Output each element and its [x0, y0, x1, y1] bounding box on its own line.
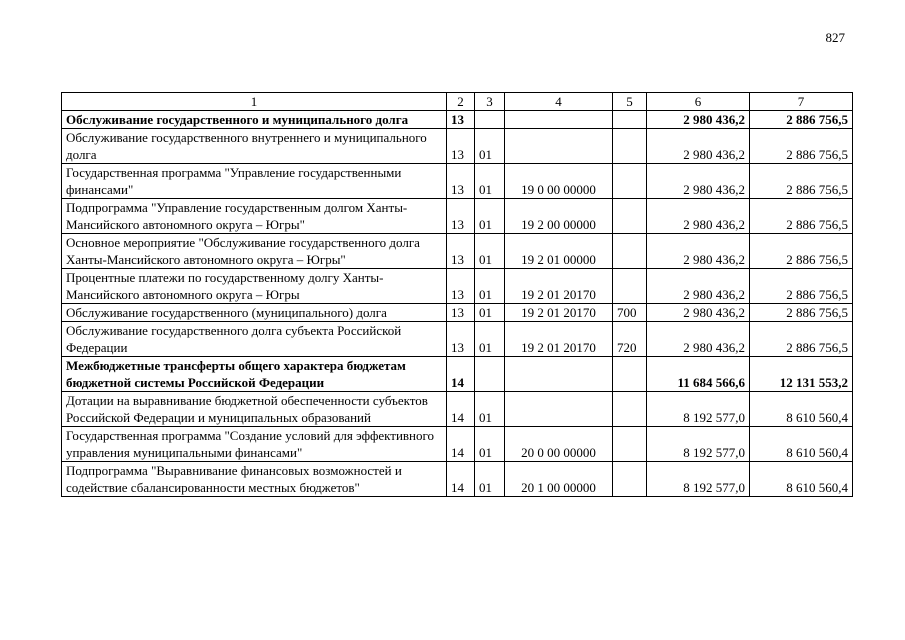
expense-type-cell — [613, 427, 647, 462]
expense-type-cell — [613, 269, 647, 304]
target-article-cell — [505, 357, 613, 392]
row-name-cell: Обслуживание государственного и муниципального долга — [62, 111, 447, 129]
target-article-cell — [505, 129, 613, 164]
subsection-code-cell: 01 — [475, 462, 505, 497]
expense-type-cell: 700 — [613, 304, 647, 322]
table-row — [62, 392, 853, 427]
target-article-cell: 19 2 01 20170 — [505, 269, 613, 304]
amount-year2-cell: 8 610 560,4 — [750, 427, 853, 462]
subsection-code-cell: 01 — [475, 322, 505, 357]
subsection-code-cell: 01 — [475, 199, 505, 234]
subsection-code-cell: 01 — [475, 269, 505, 304]
table-row — [62, 164, 853, 199]
amount-year1-cell: 2 980 436,2 — [647, 304, 750, 322]
amount-year1-cell: 2 980 436,2 — [647, 322, 750, 357]
amount-year1-cell: 2 980 436,2 — [647, 199, 750, 234]
table-row — [62, 234, 853, 269]
header-cell: 4 — [505, 93, 613, 111]
row-name-cell: Государственная программа "Управление государственными финансами" — [62, 164, 447, 199]
section-code-cell: 13 — [447, 269, 475, 304]
amount-year2-cell: 12 131 553,2 — [750, 357, 853, 392]
subsection-code-cell: 01 — [475, 234, 505, 269]
page-number: 827 — [825, 30, 845, 45]
header-cell: 6 — [647, 93, 750, 111]
expense-type-cell — [613, 199, 647, 234]
amount-year1-cell: 8 192 577,0 — [647, 392, 750, 427]
amount-year1-cell: 8 192 577,0 — [647, 427, 750, 462]
subsection-code-cell: 01 — [475, 304, 505, 322]
target-article-cell: 19 2 01 20170 — [505, 322, 613, 357]
target-article-cell — [505, 392, 613, 427]
amount-year1-cell: 2 980 436,2 — [647, 234, 750, 269]
amount-year2-cell: 2 886 756,5 — [750, 234, 853, 269]
target-article-cell: 19 2 01 00000 — [505, 234, 613, 269]
section-code-cell: 13 — [447, 129, 475, 164]
expense-type-cell — [613, 111, 647, 129]
amount-year2-cell: 8 610 560,4 — [750, 392, 853, 427]
section-code-cell: 14 — [447, 427, 475, 462]
subsection-code-cell: 01 — [475, 164, 505, 199]
header-cell: 2 — [447, 93, 475, 111]
table-row — [62, 129, 853, 164]
amount-year2-cell: 2 886 756,5 — [750, 164, 853, 199]
amount-year2-cell: 2 886 756,5 — [750, 111, 853, 129]
target-article-cell — [505, 111, 613, 129]
section-code-cell: 13 — [447, 322, 475, 357]
section-code-cell: 13 — [447, 111, 475, 129]
amount-year2-cell: 8 610 560,4 — [750, 462, 853, 497]
header-cell: 5 — [613, 93, 647, 111]
amount-year1-cell: 2 980 436,2 — [647, 129, 750, 164]
target-article-cell: 20 0 00 00000 — [505, 427, 613, 462]
table-row — [62, 322, 853, 357]
table-row — [62, 199, 853, 234]
subsection-code-cell: 01 — [475, 392, 505, 427]
section-code-cell: 14 — [447, 392, 475, 427]
table-row — [62, 462, 853, 497]
amount-year1-cell: 2 980 436,2 — [647, 111, 750, 129]
row-name-cell: Основное мероприятие "Обслуживание государственного долга Ханты-Мансийского автономного округа – Югры" — [62, 234, 447, 269]
table-row — [62, 111, 853, 129]
subsection-code-cell — [475, 111, 505, 129]
amount-year1-cell: 2 980 436,2 — [647, 269, 750, 304]
amount-year2-cell: 2 886 756,5 — [750, 269, 853, 304]
expense-type-cell — [613, 129, 647, 164]
section-code-cell: 14 — [447, 462, 475, 497]
expense-type-cell — [613, 164, 647, 199]
row-name-cell: Процентные платежи по государственному долгу Ханты-Мансийского автономного округа – Югры — [62, 269, 447, 304]
row-name-cell: Обслуживание государственного долга субъекта Российской Федерации — [62, 322, 447, 357]
row-name-cell: Дотации на выравнивание бюджетной обеспеченности субъектов Российской Федерации и муниципальных образований — [62, 392, 447, 427]
amount-year2-cell: 2 886 756,5 — [750, 199, 853, 234]
target-article-cell: 20 1 00 00000 — [505, 462, 613, 497]
section-code-cell: 13 — [447, 234, 475, 269]
target-article-cell: 19 2 01 20170 — [505, 304, 613, 322]
target-article-cell: 19 2 00 00000 — [505, 199, 613, 234]
row-name-cell: Межбюджетные трансферты общего характера бюджетам бюджетной системы Российской Федерации — [62, 357, 447, 392]
subsection-code-cell: 01 — [475, 129, 505, 164]
section-code-cell: 13 — [447, 199, 475, 234]
row-name-cell: Государственная программа "Создание условий для эффективного управления муниципальными финансами" — [62, 427, 447, 462]
expense-type-cell — [613, 234, 647, 269]
header-row — [62, 93, 853, 111]
expense-type-cell — [613, 392, 647, 427]
budget-table — [61, 92, 853, 497]
expense-type-cell: 720 — [613, 322, 647, 357]
subsection-code-cell: 01 — [475, 427, 505, 462]
table-row — [62, 304, 853, 322]
section-code-cell: 13 — [447, 164, 475, 199]
row-name-cell: Обслуживание государственного внутреннего и муниципального долга — [62, 129, 447, 164]
section-code-cell: 14 — [447, 357, 475, 392]
section-code-cell: 13 — [447, 304, 475, 322]
expense-type-cell — [613, 462, 647, 497]
row-name-cell: Подпрограмма "Выравнивание финансовых возможностей и содействие сбалансированности местных бюджетов" — [62, 462, 447, 497]
table-row — [62, 269, 853, 304]
row-name-cell: Подпрограмма "Управление государственным долгом Ханты-Мансийского автономного округа – Югры" — [62, 199, 447, 234]
subsection-code-cell — [475, 357, 505, 392]
target-article-cell: 19 0 00 00000 — [505, 164, 613, 199]
amount-year1-cell: 11 684 566,6 — [647, 357, 750, 392]
expense-type-cell — [613, 357, 647, 392]
header-cell: 3 — [475, 93, 505, 111]
amount-year1-cell: 2 980 436,2 — [647, 164, 750, 199]
table-row — [62, 427, 853, 462]
header-cell: 1 — [62, 93, 447, 111]
header-cell: 7 — [750, 93, 853, 111]
row-name-cell: Обслуживание государственного (муниципального) долга — [62, 304, 447, 322]
table-row — [62, 357, 853, 392]
amount-year2-cell: 2 886 756,5 — [750, 304, 853, 322]
amount-year1-cell: 8 192 577,0 — [647, 462, 750, 497]
amount-year2-cell: 2 886 756,5 — [750, 129, 853, 164]
amount-year2-cell: 2 886 756,5 — [750, 322, 853, 357]
